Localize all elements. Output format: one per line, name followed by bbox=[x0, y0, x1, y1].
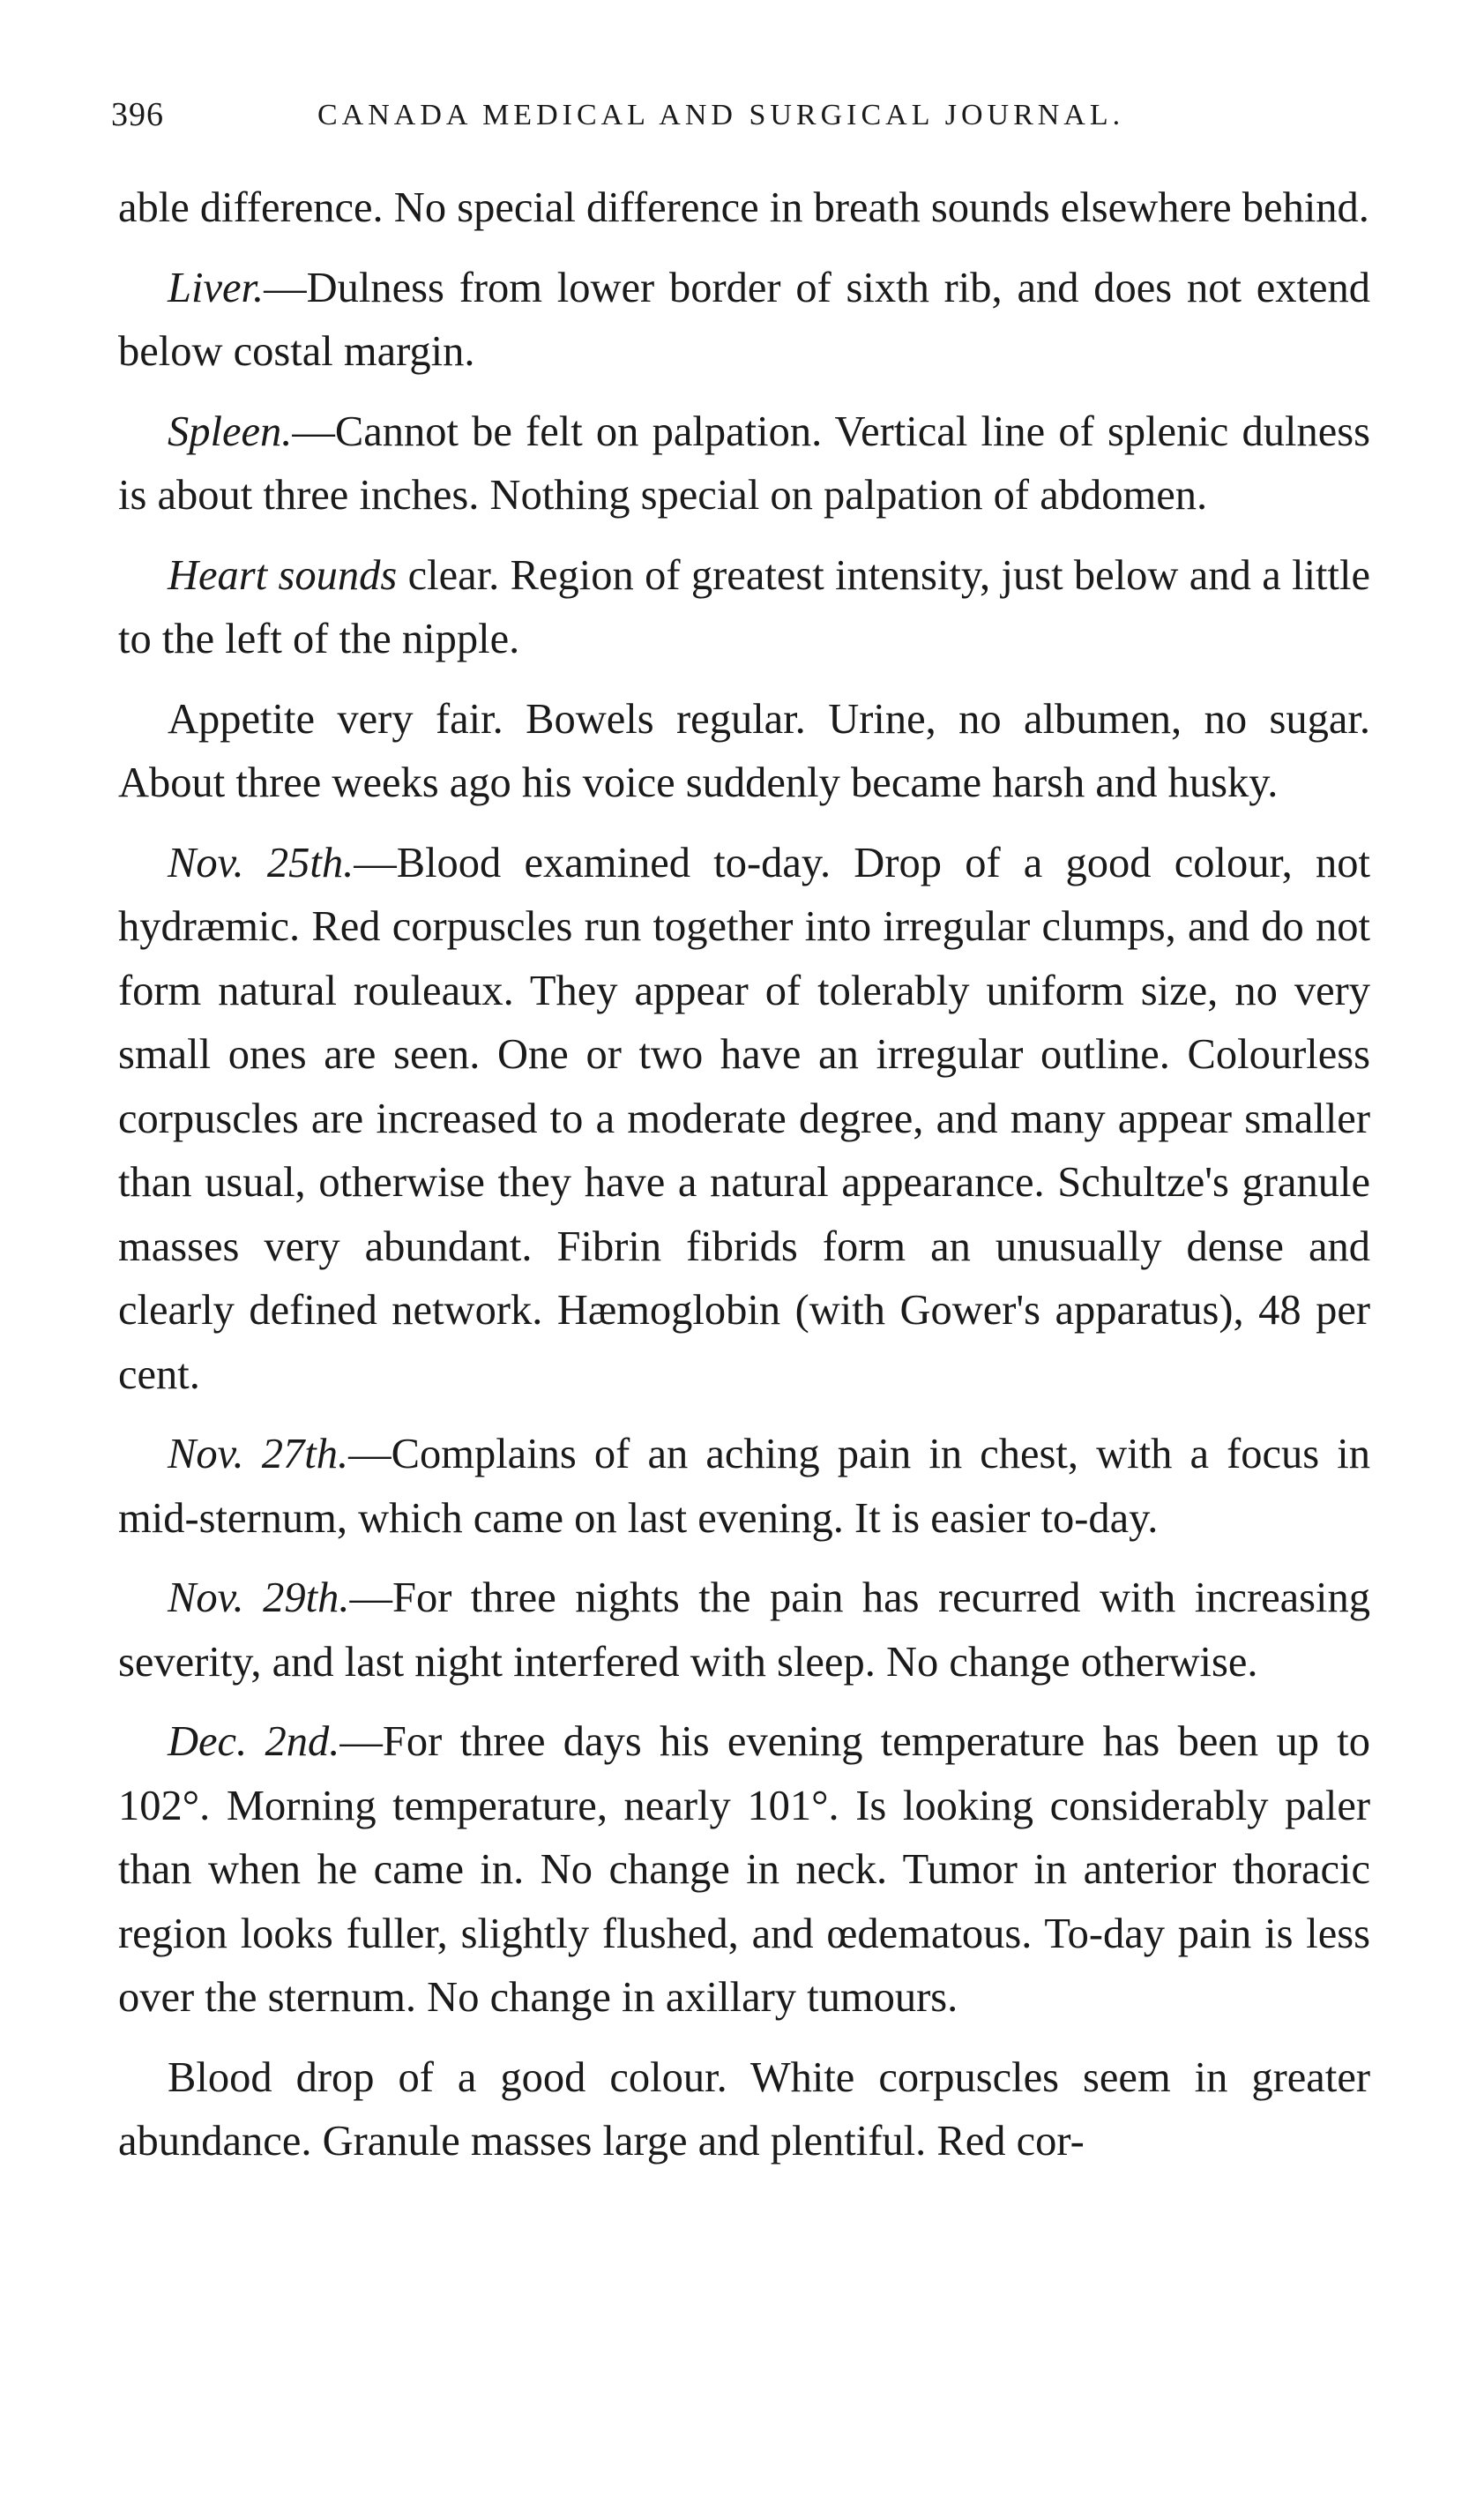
paragraph-text: —Cannot be felt on palpation. Vertical line of splenic dulness is about three inches. Nothing special on palpation of abdomen. bbox=[118, 408, 1370, 519]
page-number: 396 bbox=[111, 96, 164, 133]
paragraph-nov-25 bbox=[118, 832, 1370, 1408]
paragraph-text: —Dulness from lower border of sixth rib, and does not extend below costal margin. bbox=[118, 264, 1370, 375]
paragraph-blood-drop bbox=[118, 2046, 1370, 2174]
paragraph-lead: Dec. 2nd. bbox=[168, 1718, 340, 1765]
paragraph-lead: Liver. bbox=[168, 264, 265, 311]
paragraph-lead: Nov. 25th. bbox=[168, 839, 354, 886]
paragraph-lead: Nov. 29th. bbox=[168, 1574, 350, 1621]
paragraph-text: —For three nights the pain has recurred with increasing severity, and last night interfered with sleep. No change otherwise. bbox=[118, 1574, 1370, 1686]
paragraph-text: Appetite very fair. Bowels regular. Urine, no albumen, no sugar. About three weeks ago his voice suddenly became harsh and husky. bbox=[118, 695, 1370, 806]
paragraph-text: —Blood examined to-day. Drop of a good colour, not hydræmic. Red corpuscles run together into irregular clumps, and do not form natural rouleaux. They appear of tolerably uniform size, no very small ones are seen. One or two have an irregular outline. Colourless corpuscles are increased to a moderate degree, and many appear smaller than usual, otherwise they have a natural appearance. Schultze's granule masses very abundant. Fibrin fibrids form an unusually dense and clearly defined network. Hæmoglobin (with Gower's apparatus), 48 per cent. bbox=[118, 839, 1370, 1398]
paragraph-nov-29 bbox=[118, 1567, 1370, 1694]
paragraph-text: —Complains of an aching pain in chest, with a focus in mid-sternum, which came on last evening. It is easier to-day. bbox=[118, 1431, 1370, 1542]
paragraph-text: —For three days his evening temperature has been up to 102°. Morning temperature, nearly 101°. Is looking considerably paler than when he came in. No change in neck. Tumor in anterior thoracic region looks fuller, slightly flushed, and œdematous. To-day pain is less over the sternum. No change in axillary tumours. bbox=[118, 1718, 1370, 2021]
paragraph-nov-27 bbox=[118, 1423, 1370, 1551]
paragraph-text: able difference. No special difference in breath sounds elsewhere behind. bbox=[118, 184, 1369, 231]
paragraph-continuation bbox=[118, 176, 1370, 241]
paragraph-appetite bbox=[118, 688, 1370, 816]
page-body bbox=[118, 176, 1370, 2190]
paragraph-heart bbox=[118, 544, 1370, 672]
paragraph-liver bbox=[118, 257, 1370, 385]
paragraph-lead: Spleen. bbox=[168, 408, 293, 455]
paragraph-lead: Heart sounds bbox=[168, 551, 398, 599]
paragraph-spleen bbox=[118, 400, 1370, 528]
page-header bbox=[0, 95, 1484, 148]
paragraph-lead: Nov. 27th. bbox=[168, 1431, 349, 1477]
paragraph-text: Blood drop of a good colour. White corpuscles seem in greater abundance. Granule masses large and plentiful. Red cor- bbox=[118, 2053, 1370, 2165]
paragraph-dec-2 bbox=[118, 1710, 1370, 2030]
paragraph-text: clear. Region of greatest intensity, just below and a little to the left of the nipple. bbox=[118, 551, 1371, 662]
running-title: CANADA MEDICAL AND SURGICAL JOURNAL. bbox=[317, 99, 1125, 131]
